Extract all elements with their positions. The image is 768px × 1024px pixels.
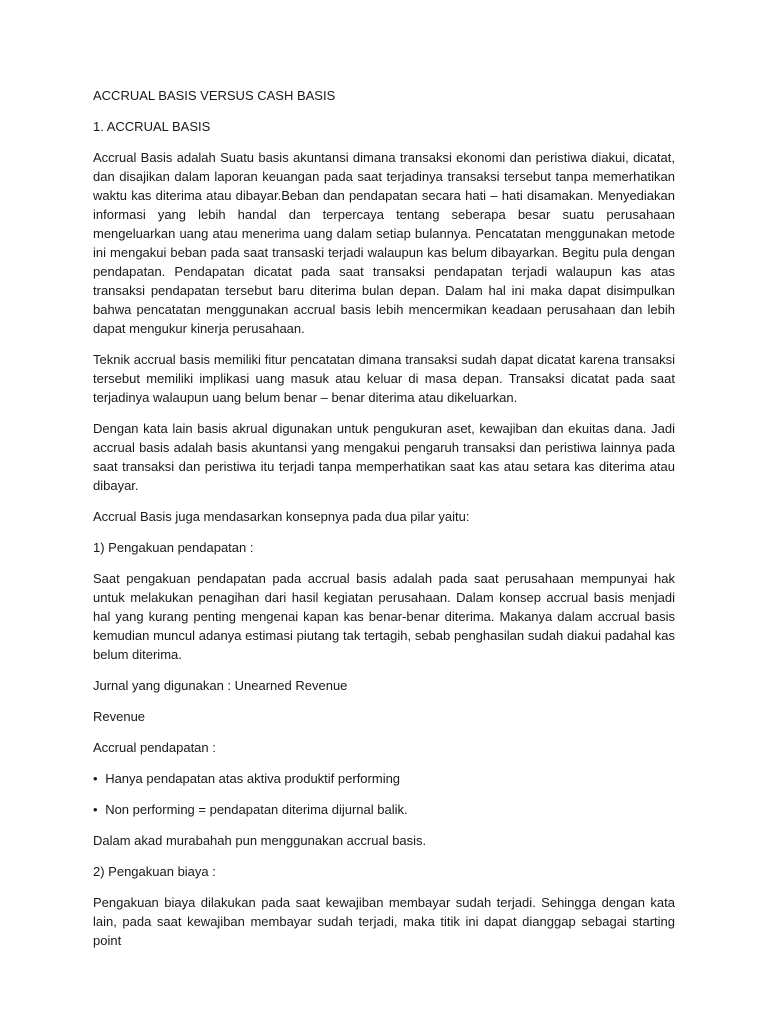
paragraph-technique: Teknik accrual basis memiliki fitur pencatatan dimana transaksi sudah dapat dicatat karena transaksi tersebut memiliki implikasi uang masuk atau keluar di masa depan. Transaksi dicatat pada saat terjadinya walaupun uang belum benar – benar diterima atau dikeluarkan. [93,352,675,405]
bullet-item [93,769,675,788]
document-page [93,86,675,962]
accrual-revenue-label: Accrual pendapatan : [93,740,216,755]
section-heading-accrual-basis: 1. ACCRUAL BASIS [93,119,211,134]
revenue-line: Revenue [93,709,146,724]
paragraph-definition: Accrual Basis adalah Suatu basis akuntansi dimana transaksi ekonomi dan peristiwa diakui, dicatat, dan disajikan dalam laporan keuangan pada saat terjadinya transaksi tersebut tanpa memerhatikan waktu kas diterima atau dibayar.Beban dan pendapatan secara hati – hati disamakan. Menyediakan informasi yang lebih handal dan terpercaya tentang seberapa besar suatu perusahaan mengeluarkan uang atau menerima uang dalam setiap bulannya. Pencatatan menggunakan metode ini mengakui beban pada saat transaski terjadi walaupun kas belum dibayarkan. Begitu pula dengan pendapatan. Pendapatan dicatat pada saat transaksi pendapatan terjadi walaupun kas atas transaksi pendapatan tersebut baru diterima bulan depan. Dalam hal ini maka dapat disimpulkan bahwa pencatatan menggunakan accrual basis lebih mencermikan keadaan perusahaan dan lebih dapat mengukur kinerja perusahaan. [93,150,675,336]
paragraph-murabahah: Dalam akad murabahah pun menggunakan accrual basis. [93,833,427,848]
bullet-icon: • [93,802,98,817]
paragraph-two-pillars: Accrual Basis juga mendasarkan konsepnya pada dua pilar yaitu: [93,509,470,524]
document-title: ACCRUAL BASIS VERSUS CASH BASIS [93,88,336,103]
bullet-text: Non performing = pendapatan diterima dijurnal balik. [105,802,408,817]
journal-line: Jurnal yang digunakan : Unearned Revenue [93,678,348,693]
bullet-text: Hanya pendapatan atas aktiva produktif performing [105,771,401,786]
paragraph-revenue-recognition: Saat pengakuan pendapatan pada accrual basis adalah pada saat perusahaan mempunyai hak untuk melakukan penagihan dari hasil kegiatan perusahaan. Dalam konsep accrual basis menjadi hal yang kurang penting mengenai kapan kas benar-benar diterima. Makanya dalam accrual basis kemudian muncul adanya estimasi piutang tak tertagih, sebab penghasilan sudah diakui padahal kas belum diterima. [93,571,675,662]
bullet-item [93,800,675,819]
subheading-revenue-recognition: 1) Pengakuan pendapatan : [93,540,254,555]
paragraph-other-words: Dengan kata lain basis akrual digunakan untuk pengukuran aset, kewajiban dan ekuitas dana. Jadi accrual basis adalah basis akuntansi yang mengakui pengaruh transaksi dan peristiwa lainnya pada saat transaksi dan peristiwa itu terjadi tanpa memperhatikan saat kas atau setara kas diterima atau dibayar. [93,421,675,493]
subheading-expense-recognition: 2) Pengakuan biaya : [93,864,216,879]
paragraph-expense-recognition: Pengakuan biaya dilakukan pada saat kewajiban membayar sudah terjadi. Sehingga dengan kata lain, pada saat kewajiban membayar sudah terjadi, maka titik ini dapat dianggap sebagai starting point [93,895,675,948]
bullet-icon: • [93,771,98,786]
